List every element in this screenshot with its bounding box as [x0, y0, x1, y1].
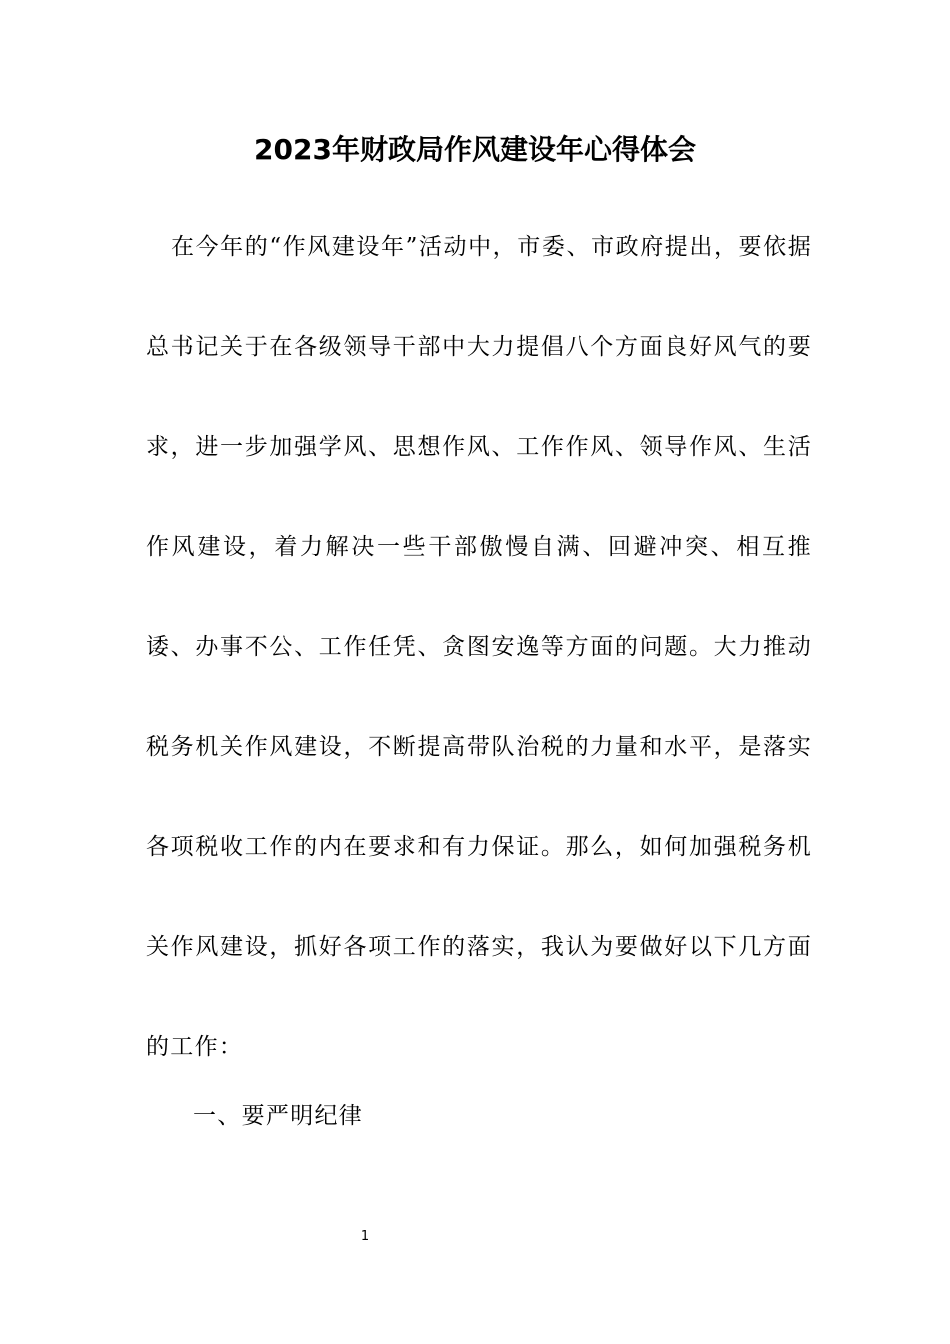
section-heading: 一、要严明纪律 [193, 1103, 364, 1129]
body-paragraph: 在今年的“作风建设年”活动中，市委、市政府提出，要依据总书记关于在各级领导干部中大力提倡八个方面良好风气的要求，进一步加强学风、思想作风、工作作风、领导作风、生活作风建设，着力解决一些干部傲慢自满、回避冲突、相互推诿、办事不公、工作任凭、贪图安逸等方面的问题。大力推动税务机关作风建设，不断提高带队治税的力量和水平，是落实各项税收工作的内在要求和有力保证。那么，如何加强税务机关作风建设，抓好各项工作的落实，我认为要做好以下几方面的工作： [146, 234, 812, 1060]
document-title: 2023年财政局作风建设年心得体会 [254, 133, 696, 166]
page-number: 1 [360, 1229, 370, 1244]
